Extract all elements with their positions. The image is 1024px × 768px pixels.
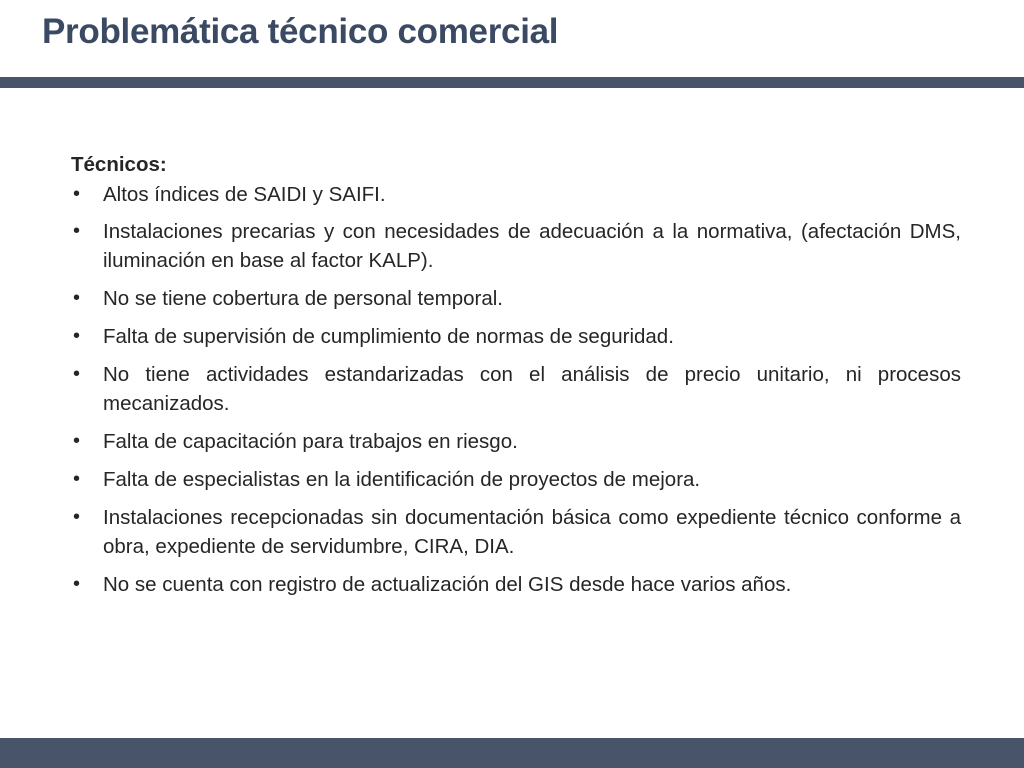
bullet-icon: • xyxy=(73,287,81,309)
bullet-item xyxy=(71,217,961,275)
bullet-text: No tiene actividades estandarizadas con el análisis de precio unitario, ni procesos mecanizados. xyxy=(103,363,961,415)
bullet-text: No se tiene cobertura de personal temporal. xyxy=(103,287,503,310)
bullet-list xyxy=(71,180,961,599)
bullet-item xyxy=(71,360,961,418)
bullet-icon: • xyxy=(73,468,81,490)
title-divider-bar xyxy=(0,77,1024,88)
bullet-icon: • xyxy=(73,183,81,205)
bullet-text: Falta de supervisión de cumplimiento de normas de seguridad. xyxy=(103,325,674,348)
section-heading: Técnicos: xyxy=(71,153,167,176)
bullet-item xyxy=(71,503,961,561)
bullet-item xyxy=(71,180,961,209)
bullet-icon: • xyxy=(73,363,81,385)
slide-body xyxy=(71,150,961,608)
bullet-text: Falta de capacitación para trabajos en riesgo. xyxy=(103,430,518,453)
bullet-text: Altos índices de SAIDI y SAIFI. xyxy=(103,183,386,206)
bullet-icon: • xyxy=(73,573,81,595)
bullet-icon: • xyxy=(73,220,81,242)
bullet-text: No se cuenta con registro de actualización del GIS desde hace varios años. xyxy=(103,573,792,596)
slide-title: Problemática técnico comercial xyxy=(42,12,559,51)
bullet-item xyxy=(71,284,961,313)
bullet-icon: • xyxy=(73,506,81,528)
bullet-text: Instalaciones recepcionadas sin documentación básica como expediente técnico conforme a obra, expediente de servidumbre, CIRA, DIA. xyxy=(103,506,961,558)
footer-bar xyxy=(0,738,1024,768)
bullet-icon: • xyxy=(73,325,81,347)
bullet-item xyxy=(71,427,961,456)
bullet-item xyxy=(71,465,961,494)
bullet-item xyxy=(71,322,961,351)
bullet-item xyxy=(71,570,961,599)
bullet-text: Instalaciones precarias y con necesidades de adecuación a la normativa, (afectación DMS, iluminación en base al factor KALP). xyxy=(103,220,961,272)
bullet-text: Falta de especialistas en la identificación de proyectos de mejora. xyxy=(103,468,701,491)
bullet-icon: • xyxy=(73,430,81,452)
